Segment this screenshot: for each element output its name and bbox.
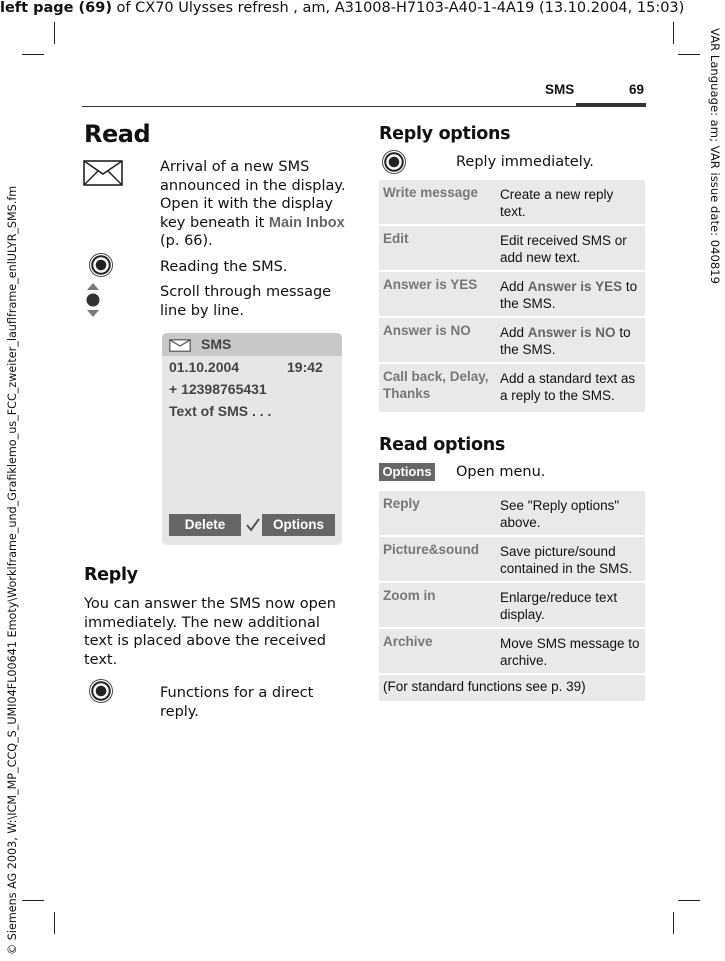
reply-immediately-text: Reply immediately. xyxy=(456,154,594,170)
page-number: 69 xyxy=(629,82,645,97)
checkmark-icon xyxy=(245,517,261,533)
crop-mark xyxy=(673,22,674,44)
arrival-text: Arrival of a new SMS announced in the display. Open it with the display key beneath it xyxy=(160,159,346,231)
open-menu-text: Open menu. xyxy=(456,464,546,480)
option-key: Archive xyxy=(383,634,433,649)
option-description: Move SMS message to archive. xyxy=(500,636,640,668)
crop-mark xyxy=(22,54,44,55)
option-description xyxy=(500,278,642,312)
header-rule xyxy=(82,106,646,107)
crop-mark xyxy=(54,22,55,44)
option-description: Edit received SMS or add new text. xyxy=(500,233,627,265)
document-header xyxy=(0,0,725,16)
read-heading: Read xyxy=(84,120,151,148)
sms-envelope-icon xyxy=(169,339,191,352)
option-key: Edit xyxy=(383,231,409,246)
answer-yes-key: Answer is YES xyxy=(527,279,623,294)
navigation-key-icon xyxy=(89,679,113,703)
option-key: Answer is YES xyxy=(383,277,478,292)
option-description: Add a standard text as a reply to the SMS. xyxy=(500,371,636,403)
main-inbox-key: Main Inbox xyxy=(268,214,345,231)
var-language-note: VAR Language: am; VAR issue date: 040819 xyxy=(708,28,722,284)
reply-description: You can answer the SMS now open immediately. The new additional text is placed above the received text. xyxy=(84,596,336,668)
sms-time: 19:42 xyxy=(287,359,323,375)
display-title: SMS xyxy=(201,336,232,352)
desc-suffix: to the SMS. xyxy=(500,325,631,357)
navigation-key-icon xyxy=(89,253,113,277)
option-key: Call back, Delay, Thanks xyxy=(383,369,489,401)
page-label: left page (69) xyxy=(0,0,112,16)
option-description xyxy=(500,324,642,358)
table-row xyxy=(379,583,645,627)
envelope-icon xyxy=(83,160,123,186)
option-key: Write message xyxy=(383,185,479,200)
running-head: SMS xyxy=(545,82,575,97)
options-key: Options xyxy=(379,463,435,481)
phone-display xyxy=(162,333,342,545)
standard-functions-note: (For standard functions see p. 39) xyxy=(383,679,586,694)
table-row xyxy=(379,537,645,581)
crop-mark xyxy=(673,912,674,934)
header-rule-accent xyxy=(576,103,646,107)
option-key: Answer is NO xyxy=(383,323,471,338)
option-key: Reply xyxy=(383,496,420,511)
arrival-page-ref: (p. 66). xyxy=(160,233,213,249)
table-row xyxy=(379,491,645,535)
desc-prefix: Add xyxy=(500,279,528,294)
options-softkey[interactable]: Options xyxy=(262,514,335,536)
table-row xyxy=(379,364,645,412)
option-description: Enlarge/reduce text display. xyxy=(500,590,618,622)
arrival-description xyxy=(160,158,350,251)
sms-sender-number: + 12398765431 xyxy=(169,381,267,397)
read-options-heading: Read options xyxy=(379,435,505,455)
option-description: Create a new reply text. xyxy=(500,187,614,219)
scroll-updown-icon xyxy=(85,282,101,318)
document-info: of CX70 Ulysses refresh , am, A31008-H7103-A40-1-4A19 (13.10.2004, 15:03) xyxy=(111,0,685,16)
navigation-key-icon xyxy=(382,150,406,174)
crop-mark xyxy=(678,900,700,901)
table-row xyxy=(379,226,645,270)
crop-mark xyxy=(678,54,700,55)
reply-options-table xyxy=(379,180,645,412)
desc-suffix: to the SMS. xyxy=(500,279,638,311)
delete-softkey[interactable]: Delete xyxy=(169,514,241,536)
sms-body: Text of SMS . . . xyxy=(169,403,272,419)
file-path-note: © Siemens AG 2003, W:\ICM_MP_CCQ_S_UMI04FL00641 Emoty\Worklframe_und_Grafiklemo_us_FCC_zweiter_lauflframe_enlULYR_SMS.fm xyxy=(6,185,19,955)
functions-text: Functions for a direct reply. xyxy=(160,685,314,720)
option-description: Save picture/sound contained in the SMS. xyxy=(500,544,633,576)
option-description: See "Reply options" above. xyxy=(500,498,620,530)
table-row xyxy=(379,180,645,224)
table-row xyxy=(379,272,645,316)
option-key: Zoom in xyxy=(383,588,436,603)
reading-text: Reading the SMS. xyxy=(160,259,288,275)
reply-heading: Reply xyxy=(84,565,138,585)
answer-no-key: Answer is NO xyxy=(527,325,616,340)
reply-options-heading: Reply options xyxy=(379,124,511,144)
table-footnote-row xyxy=(379,675,645,701)
scroll-text: Scroll through message line by line. xyxy=(160,284,332,319)
sms-date: 01.10.2004 xyxy=(169,359,240,375)
table-row xyxy=(379,318,645,362)
read-options-table xyxy=(379,491,645,701)
table-row xyxy=(379,629,645,673)
crop-mark xyxy=(54,912,55,934)
option-key: Picture&sound xyxy=(383,542,480,557)
desc-prefix: Add xyxy=(500,325,528,340)
crop-mark xyxy=(22,900,44,901)
